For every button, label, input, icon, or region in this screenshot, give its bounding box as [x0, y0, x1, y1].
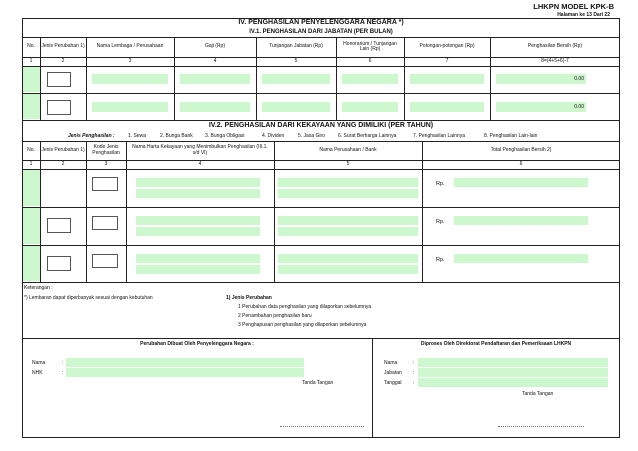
right-signature-title: Diproses Oleh Direktorat Pendaftaran dan Pemeriksaan LHKPN: [420, 341, 572, 347]
col-header-honorarium: Honorarium / Tunjangan Lain (Rp): [343, 40, 397, 52]
nama-harta-input[interactable]: [136, 189, 260, 198]
left-field-label: Nama: [32, 360, 46, 366]
potongan-input[interactable]: [410, 74, 484, 84]
col-header-jenis-perubahan: Jenis Perubahan 1): [41, 146, 85, 153]
jenis-perubahan-item: 3 Penghapusan penghasilan yang dilaporkan sebelumnya: [238, 322, 367, 328]
col-header-tunjangan-jabatan: Tunjangan Jabatan (Rp): [269, 43, 323, 50]
right-field-label: Jabatan: [384, 370, 402, 376]
nama-harta-input[interactable]: [136, 265, 260, 274]
col-number: 6: [519, 160, 523, 167]
gaji-input[interactable]: [180, 74, 250, 84]
nama-lembaga-input[interactable]: [92, 74, 168, 84]
signature-line: [280, 426, 364, 427]
income-type: 4. Dividen: [262, 133, 285, 139]
nama-harta-input[interactable]: [136, 178, 260, 187]
rp-label: Rp.: [436, 181, 445, 187]
note-sheet-copies: *) Lembaran dapat diperbanyak sesuai dengan kebutuhan: [24, 295, 153, 301]
nama-input[interactable]: [66, 358, 304, 367]
col-number: 8=(4+5+6)-7: [541, 57, 569, 64]
row-no-field[interactable]: [23, 170, 40, 206]
jenis-perubahan-item: 2 Penambahan penghasilan baru: [238, 313, 312, 319]
col-number: 2: [61, 160, 65, 167]
form-model-label: LHKPN MODEL KPK-B: [533, 2, 614, 11]
col-header-gaji: Gaji (Rp): [204, 43, 225, 50]
section-iv2-title: IV.2. PENGHASILAN DARI KEKAYAAN YANG DIMILIKI (PER TAHUN): [208, 122, 434, 129]
income-type: 8. Penghasilan Lain-lain: [484, 133, 538, 139]
jabatan-input[interactable]: [418, 368, 608, 377]
nama-perusahaan-input[interactable]: [278, 265, 418, 274]
colon: :: [413, 360, 415, 366]
nama-harta-input[interactable]: [136, 254, 260, 263]
colon: :: [413, 380, 415, 386]
col-header-penghasilan-bersih: Penghasilan Bersih (Rp): [527, 43, 583, 50]
total-penghasilan-input[interactable]: [454, 254, 588, 263]
right-field-label: Nama: [384, 360, 398, 366]
nama-input[interactable]: [418, 358, 608, 367]
tanda-tangan-label: Tanda Tangan: [522, 391, 554, 397]
nama-perusahaan-input[interactable]: [278, 178, 418, 187]
colon: :: [62, 360, 64, 366]
honorarium-input[interactable]: [342, 102, 398, 112]
col-header-no: No.: [27, 43, 35, 50]
col-number: 1: [29, 160, 33, 167]
income-type: 1. Sewa: [128, 133, 147, 139]
total-penghasilan-input[interactable]: [454, 216, 588, 225]
col-number: 4: [198, 160, 202, 167]
col-header-no: No.: [27, 146, 35, 153]
honorarium-input[interactable]: [342, 74, 398, 84]
section-iv1-subtitle: IV.1. PENGHASILAN DARI JABATAN (PER BULAN): [249, 29, 393, 35]
col-header-jenis-perubahan: Jenis Perubahan 1): [41, 43, 85, 50]
page-indicator: Halaman ke 13 Dari 22: [557, 12, 610, 18]
col-header-kode-jenis: Kode Jenis Penghasilan: [92, 144, 120, 156]
left-signature-title: Perubahan Dibuat Oleh Penyelenggara Negara :: [140, 341, 254, 347]
row-no-field[interactable]: [23, 208, 40, 244]
colon: :: [62, 370, 64, 376]
income-type: 6. Surat Berharga Lainnya: [338, 133, 397, 139]
jenis-perubahan-input[interactable]: [47, 72, 71, 87]
jenis-perubahan-item: 1 Perubahan data penghasilan yang dilaporkan sebelumnya: [238, 304, 372, 310]
nama-lembaga-input[interactable]: [92, 102, 168, 112]
rp-label: Rp.: [436, 257, 445, 263]
col-number: 1: [29, 57, 33, 64]
jenis-perubahan-input[interactable]: [47, 218, 71, 233]
nama-harta-input[interactable]: [136, 227, 260, 236]
col-number: 3: [104, 160, 108, 167]
colon: :: [413, 370, 415, 376]
penghasilan-bersih-value: 0.00: [496, 102, 586, 112]
nama-perusahaan-input[interactable]: [278, 216, 418, 225]
section-iv-title: IV. PENGHASILAN PENYELENGGARA NEGARA *): [238, 19, 404, 26]
gaji-input[interactable]: [180, 102, 250, 112]
row-no-field[interactable]: [23, 67, 40, 92]
col-header-nama-lembaga: Nama Lembaga / Perusahaan: [96, 43, 164, 50]
kode-jenis-input[interactable]: [92, 177, 118, 191]
potongan-input[interactable]: [410, 102, 484, 112]
kode-jenis-input[interactable]: [92, 254, 118, 268]
jenis-perubahan-title: 1) Jenis Perubahan: [226, 295, 272, 301]
col-header-nama-harta: Nama Harta Kekayaan yang Menimbulkan Penghasilan (III.1. s/d VI): [132, 144, 268, 156]
col-header-total-penghasilan: Total Penghasilan Bersih 2): [490, 146, 552, 153]
total-penghasilan-input[interactable]: [454, 178, 588, 187]
income-type: 5. Jasa Giro: [298, 133, 325, 139]
left-field-label: NHK: [32, 370, 43, 376]
nhk-input[interactable]: [66, 368, 304, 377]
jenis-perubahan-input[interactable]: [47, 100, 71, 115]
nama-perusahaan-input[interactable]: [278, 254, 418, 263]
row-no-field[interactable]: [23, 246, 40, 281]
col-number: 2: [61, 57, 65, 64]
income-type: 7. Penghasilan Lainnya: [413, 133, 465, 139]
col-number: 3: [128, 57, 132, 64]
row-no-field[interactable]: [23, 94, 40, 119]
col-number: 4: [213, 57, 217, 64]
col-number: 5: [294, 57, 298, 64]
rp-label: Rp.: [436, 219, 445, 225]
nama-perusahaan-input[interactable]: [278, 189, 418, 198]
jenis-perubahan-input[interactable]: [47, 256, 71, 271]
right-field-label: Tanggal: [384, 380, 402, 386]
tanggal-input[interactable]: [418, 378, 608, 387]
income-type: 2. Bunga Bank: [160, 133, 193, 139]
col-number: 5: [346, 160, 350, 167]
col-number: 7: [445, 57, 449, 64]
col-number: 6: [368, 57, 372, 64]
tunjangan-jabatan-input[interactable]: [262, 74, 330, 84]
signature-line: [498, 426, 584, 427]
income-type: 3. Bunga Obligasi: [205, 133, 245, 139]
col-header-potongan: Potongan-potongan (Rp): [419, 43, 475, 50]
jenis-penghasilan-label: Jenis Penghasilan :: [68, 133, 115, 139]
tanda-tangan-label: Tanda Tangan: [302, 380, 334, 386]
nama-harta-input[interactable]: [136, 216, 260, 225]
tunjangan-jabatan-input[interactable]: [262, 102, 330, 112]
penghasilan-bersih-value: 0.00: [496, 74, 586, 84]
notes-title: Keterangan :: [24, 285, 53, 291]
nama-perusahaan-input[interactable]: [278, 227, 418, 236]
kode-jenis-input[interactable]: [92, 216, 118, 230]
col-header-nama-perusahaan: Nama Perusahaan / Bank: [319, 146, 377, 153]
